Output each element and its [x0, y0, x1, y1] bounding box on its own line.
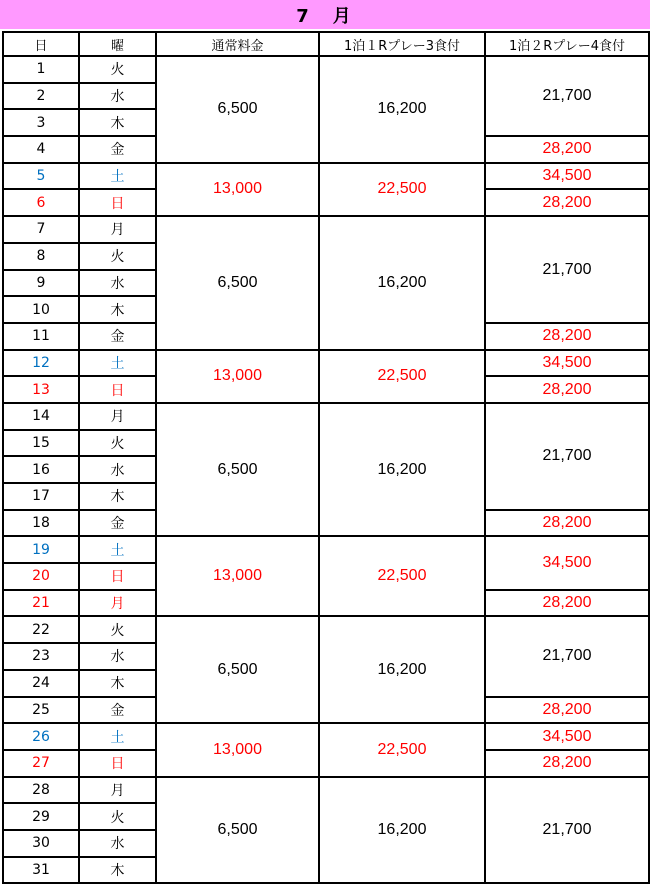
weekday-cell: 水 [79, 643, 156, 670]
standard-rate-cell: 6,500 [156, 616, 319, 723]
day-cell: 21 [3, 590, 79, 617]
weekday-cell: 木 [79, 857, 156, 884]
two-round-plan-cell: 28,200 [485, 136, 649, 163]
header-two-round-plan: 1泊２Rプレー4食付 [485, 32, 649, 56]
one-round-plan-cell: 16,200 [319, 777, 485, 884]
weekday-cell: 水 [79, 456, 156, 483]
weekday-cell: 金 [79, 697, 156, 724]
weekday-cell: 月 [79, 777, 156, 804]
weekday-cell: 火 [79, 56, 156, 83]
price-table-header [3, 32, 649, 56]
weekday-cell: 木 [79, 670, 156, 697]
day-cell: 11 [3, 323, 79, 350]
day-cell: 6 [3, 189, 79, 216]
table-row [3, 216, 649, 243]
day-cell: 12 [3, 350, 79, 377]
weekday-cell: 金 [79, 510, 156, 537]
day-cell: 2 [3, 83, 79, 110]
two-round-plan-cell: 28,200 [485, 697, 649, 724]
two-round-plan-cell: 21,700 [485, 616, 649, 696]
one-round-plan-cell: 16,200 [319, 216, 485, 349]
header-day: 日 [3, 32, 79, 56]
day-cell: 15 [3, 430, 79, 457]
day-cell: 1 [3, 56, 79, 83]
day-cell: 8 [3, 243, 79, 270]
day-cell: 29 [3, 803, 79, 830]
day-cell: 13 [3, 376, 79, 403]
weekday-cell: 水 [79, 830, 156, 857]
day-cell: 17 [3, 483, 79, 510]
weekday-cell: 土 [79, 723, 156, 750]
one-round-plan-cell: 22,500 [319, 536, 485, 616]
two-round-plan-cell: 21,700 [485, 56, 649, 136]
two-round-plan-cell: 28,200 [485, 189, 649, 216]
weekday-cell: 木 [79, 109, 156, 136]
table-row [3, 56, 649, 83]
weekday-cell: 土 [79, 163, 156, 190]
weekday-cell: 火 [79, 803, 156, 830]
two-round-plan-cell: 28,200 [485, 376, 649, 403]
weekday-cell: 日 [79, 750, 156, 777]
weekday-cell: 水 [79, 83, 156, 110]
two-round-plan-cell: 28,200 [485, 750, 649, 777]
day-cell: 28 [3, 777, 79, 804]
two-round-plan-cell: 21,700 [485, 216, 649, 323]
two-round-plan-cell: 34,500 [485, 350, 649, 377]
day-cell: 30 [3, 830, 79, 857]
weekday-cell: 金 [79, 136, 156, 163]
weekday-cell: 月 [79, 590, 156, 617]
weekday-cell: 月 [79, 403, 156, 430]
two-round-plan-cell: 21,700 [485, 403, 649, 510]
weekday-cell: 火 [79, 430, 156, 457]
day-cell: 7 [3, 216, 79, 243]
weekday-cell: 水 [79, 270, 156, 297]
standard-rate-cell: 6,500 [156, 56, 319, 163]
standard-rate-cell: 6,500 [156, 403, 319, 536]
day-cell: 14 [3, 403, 79, 430]
one-round-plan-cell: 16,200 [319, 403, 485, 536]
weekday-cell: 木 [79, 483, 156, 510]
standard-rate-cell: 13,000 [156, 350, 319, 403]
standard-rate-cell: 13,000 [156, 536, 319, 616]
one-round-plan-cell: 22,500 [319, 723, 485, 776]
standard-rate-cell: 6,500 [156, 216, 319, 349]
two-round-plan-cell: 28,200 [485, 510, 649, 537]
table-row [3, 616, 649, 643]
one-round-plan-cell: 16,200 [319, 616, 485, 723]
two-round-plan-cell: 34,500 [485, 163, 649, 190]
day-cell: 4 [3, 136, 79, 163]
table-row [3, 163, 649, 190]
table-row [3, 723, 649, 750]
weekday-cell: 日 [79, 376, 156, 403]
table-row [3, 350, 649, 377]
weekday-cell: 木 [79, 296, 156, 323]
weekday-cell: 日 [79, 563, 156, 590]
price-table-body [3, 56, 649, 883]
day-cell: 5 [3, 163, 79, 190]
weekday-cell: 火 [79, 616, 156, 643]
day-cell: 27 [3, 750, 79, 777]
two-round-plan-cell: 34,500 [485, 536, 649, 589]
day-cell: 18 [3, 510, 79, 537]
day-cell: 25 [3, 697, 79, 724]
standard-rate-cell: 13,000 [156, 723, 319, 776]
table-row [3, 777, 649, 804]
two-round-plan-cell: 28,200 [485, 590, 649, 617]
one-round-plan-cell: 16,200 [319, 56, 485, 163]
day-cell: 26 [3, 723, 79, 750]
month-title: 7 月 [0, 0, 650, 29]
day-cell: 24 [3, 670, 79, 697]
weekday-cell: 金 [79, 323, 156, 350]
table-row [3, 403, 649, 430]
two-round-plan-cell: 21,700 [485, 777, 649, 884]
weekday-cell: 土 [79, 350, 156, 377]
weekday-cell: 火 [79, 243, 156, 270]
weekday-cell: 土 [79, 536, 156, 563]
day-cell: 22 [3, 616, 79, 643]
header-row [3, 32, 649, 56]
header-standard-rate: 通常料金 [156, 32, 319, 56]
day-cell: 16 [3, 456, 79, 483]
header-one-round-plan: 1泊１Rプレー3食付 [319, 32, 485, 56]
price-table [2, 31, 650, 884]
one-round-plan-cell: 22,500 [319, 163, 485, 216]
day-cell: 10 [3, 296, 79, 323]
table-row [3, 536, 649, 563]
header-weekday: 曜 [79, 32, 156, 56]
day-cell: 23 [3, 643, 79, 670]
standard-rate-cell: 6,500 [156, 777, 319, 884]
day-cell: 9 [3, 270, 79, 297]
one-round-plan-cell: 22,500 [319, 350, 485, 403]
weekday-cell: 日 [79, 189, 156, 216]
day-cell: 20 [3, 563, 79, 590]
weekday-cell: 月 [79, 216, 156, 243]
two-round-plan-cell: 34,500 [485, 723, 649, 750]
day-cell: 31 [3, 857, 79, 884]
day-cell: 19 [3, 536, 79, 563]
two-round-plan-cell: 28,200 [485, 323, 649, 350]
day-cell: 3 [3, 109, 79, 136]
standard-rate-cell: 13,000 [156, 163, 319, 216]
